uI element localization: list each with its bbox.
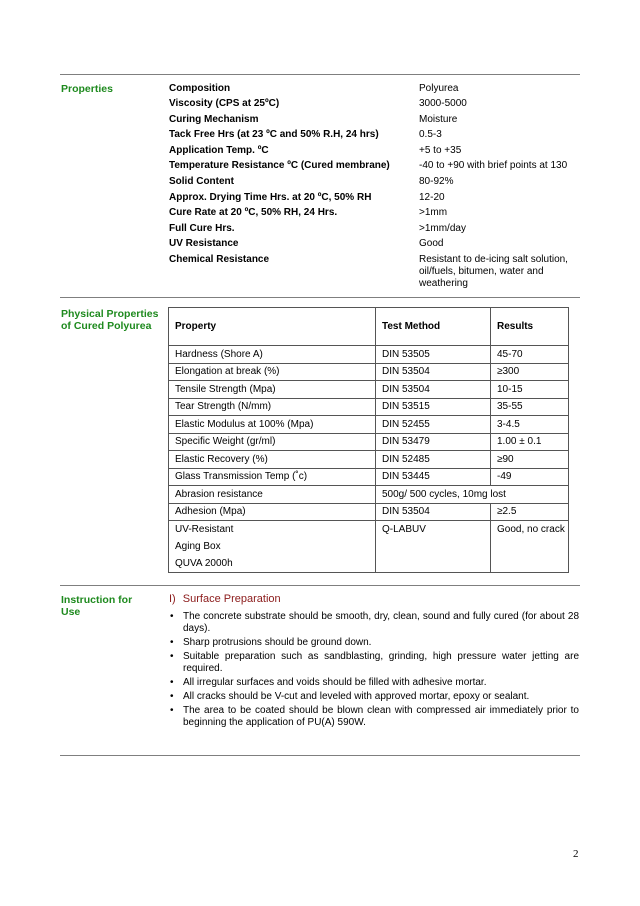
cell-property: Tensile Strength (Mpa): [169, 381, 376, 399]
divider-top: [60, 74, 580, 75]
property-name: Curing Mechanism: [169, 114, 259, 125]
list-item: [169, 611, 579, 635]
cell-test-method: DIN 53504: [376, 381, 491, 399]
property-value: 12-20: [419, 192, 445, 203]
cell-test-method: DIN 53504: [376, 503, 491, 521]
cell-result: ≥2.5: [491, 503, 569, 521]
property-value: -40 to +90 with brief points at 130: [419, 160, 568, 171]
bullet-text: The concrete substrate should be smooth, dry, clean, sound and fully cured (for about 28 days).: [183, 611, 579, 634]
cell-property: Elastic Recovery (%): [169, 451, 376, 469]
cell-result: Good, no crack: [491, 521, 569, 573]
table-row: [169, 451, 569, 469]
cell-property: Elongation at break (%): [169, 363, 376, 381]
cell-result: -49: [491, 468, 569, 486]
subheading-text: Surface Preparation: [182, 593, 281, 605]
property-name: Solid Content: [169, 176, 234, 187]
cell-result: 10-15: [491, 381, 569, 399]
cell-result: 45-70: [491, 346, 569, 364]
section-label-properties: Properties: [61, 83, 113, 95]
property-name: Application Temp. ºC: [169, 145, 269, 156]
table-row: [169, 363, 569, 381]
property-value: >1mm: [419, 207, 448, 218]
cell-result: ≥90: [491, 451, 569, 469]
cell-property: Tear Strength (N/mm): [169, 398, 376, 416]
property-name: Tack Free Hrs (at 23 ºC and 50% R.H, 24 hrs): [169, 129, 379, 140]
bullet-icon: •: [170, 677, 174, 688]
bullet-icon: •: [170, 637, 174, 648]
property-name: Chemical Resistance: [169, 254, 270, 265]
physical-properties-table: [168, 307, 569, 573]
property-value: Resistant to de-icing salt solution, oil/fuels, bitumen, water and weathering: [419, 254, 568, 289]
cell-result: 1.00 ± 0.1: [491, 433, 569, 451]
divider-instruction: [60, 585, 580, 586]
table-row: [169, 398, 569, 416]
property-value: Moisture: [419, 114, 458, 125]
cell-property: Glass Transmission Temp (˚c): [169, 468, 376, 486]
bullet-text: Suitable preparation such as sandblasting, grinding, high pressure water jetting are required.: [183, 651, 579, 674]
table-row: [169, 503, 569, 521]
table-row: [169, 521, 569, 573]
page-number: 2: [573, 848, 579, 860]
cell-property: Specific Weight (gr/ml): [169, 433, 376, 451]
list-item: [169, 691, 579, 703]
cell-test-method: DIN 52485: [376, 451, 491, 469]
cell-property: Adhesion (Mpa): [169, 503, 376, 521]
property-name: UV Resistance: [169, 238, 239, 249]
cell-test-method: DIN 53445: [376, 468, 491, 486]
table-row: [169, 486, 569, 504]
section-label-instruction: Instruction for Use: [61, 594, 133, 618]
list-item: [169, 705, 579, 729]
cell-test-method: Q-LABUV: [376, 521, 491, 573]
table-header-row: [169, 308, 569, 346]
property-value: Polyurea: [419, 83, 459, 94]
bullet-icon: •: [170, 691, 174, 702]
bullet-icon: •: [170, 611, 174, 622]
list-item: [169, 651, 579, 675]
property-name: Approx. Drying Time Hrs. at 20 ºC, 50% RH: [169, 192, 372, 203]
bullet-icon: •: [170, 705, 174, 716]
cell-result: 35-55: [491, 398, 569, 416]
header-test-method: Test Method: [376, 308, 491, 346]
cell-test-method: DIN 53505: [376, 346, 491, 364]
cell-result: ≥300: [491, 363, 569, 381]
property-value: Good: [419, 238, 444, 249]
property-name: Full Cure Hrs.: [169, 223, 235, 234]
property-name: Cure Rate at 20 ºC, 50% RH, 24 Hrs.: [169, 207, 338, 218]
table-row: [169, 433, 569, 451]
property-name: Composition: [169, 83, 231, 94]
cell-property: Abrasion resistance: [169, 486, 376, 504]
table-row: [169, 381, 569, 399]
table-row: [169, 416, 569, 434]
bullet-text: All cracks should be V-cut and leveled with approved mortar, epoxy or sealant.: [183, 691, 530, 702]
list-item: [169, 637, 579, 649]
property-value: +5 to +35: [419, 145, 462, 156]
table-row: [169, 346, 569, 364]
property-name: Temperature Resistance ºC (Cured membrane): [169, 160, 390, 171]
cell-test-method: DIN 53479: [376, 433, 491, 451]
header-property: Property: [169, 308, 376, 346]
bullet-text: The area to be coated should be blown clean with compressed air immediately prior to beginning the application of PU(A) 590W.: [183, 705, 579, 728]
property-value: 3000-5000: [419, 98, 467, 109]
property-value: >1mm/day: [419, 223, 466, 234]
property-value: 0.5-3: [419, 129, 442, 140]
property-value: 80-92%: [419, 176, 454, 187]
divider-bottom: [60, 755, 580, 756]
subheading-surface-preparation: [169, 593, 281, 605]
section-label-physical: Physical Properties of Cured Polyurea: [61, 308, 159, 332]
cell-test-method: DIN 53504: [376, 363, 491, 381]
uv-line: UV-Resistant: [175, 524, 234, 535]
cell-test-method: DIN 53515: [376, 398, 491, 416]
divider-physical: [60, 297, 580, 298]
subheading-number: I): [169, 593, 176, 605]
cell-property: Elastic Modulus at 100% (Mpa): [169, 416, 376, 434]
cell-property-uv: [169, 521, 376, 573]
table-row: [169, 468, 569, 486]
header-results: Results: [491, 308, 569, 346]
bullet-icon: •: [170, 651, 174, 662]
cell-method-result-merged: 500g/ 500 cycles, 10mg lost: [376, 486, 569, 504]
bullet-text: All irregular surfaces and voids should be filled with adhesive mortar.: [183, 677, 487, 688]
list-item: [169, 677, 579, 689]
bullet-text: Sharp protrusions should be ground down.: [183, 637, 372, 648]
instruction-bullets: [169, 611, 579, 731]
property-name: Viscosity (CPS at 25ºC): [169, 98, 280, 109]
cell-test-method: DIN 52455: [376, 416, 491, 434]
uv-line: Aging Box: [175, 541, 221, 552]
cell-result: 3-4.5: [491, 416, 569, 434]
uv-line: QUVA 2000h: [175, 558, 233, 569]
cell-property: Hardness (Shore A): [169, 346, 376, 364]
